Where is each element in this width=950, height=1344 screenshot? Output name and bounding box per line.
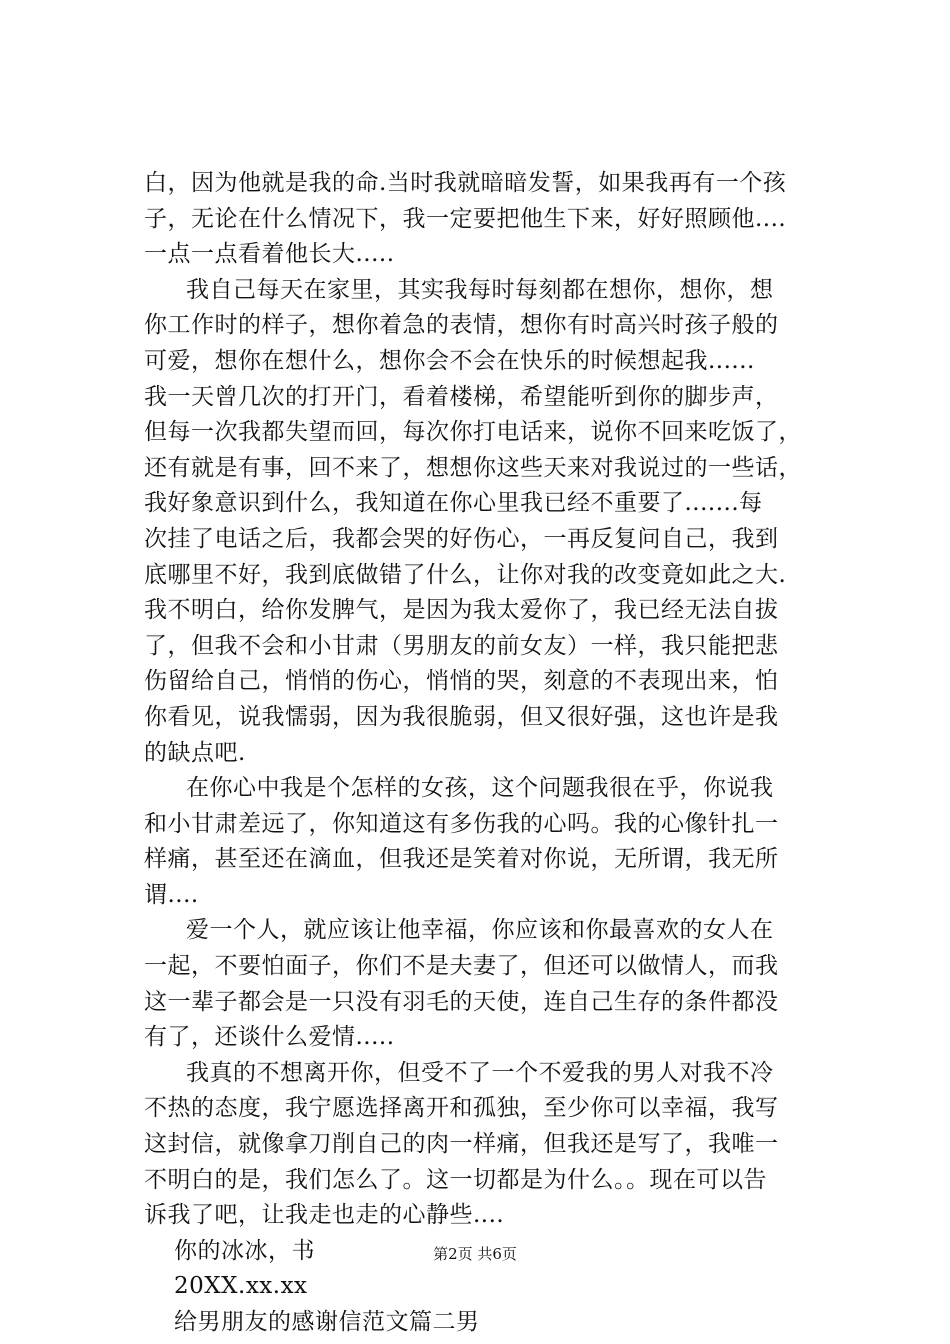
text-line: 和小甘肃差远了，你知道这有多伤我的心吗。我的心像针扎一 [144,810,779,837]
text-line: 底哪里不好，我到底做错了什么，让你对我的改变竟如此之大. [144,561,787,588]
text-line: 了，但我不会和小甘肃（男朋友的前女友）一样，我只能把悲 [144,632,779,659]
text-line: 白，因为他就是我的命.当时我就暗暗发誓，如果我再有一个孩 [144,170,787,196]
text-line: 不明白的是，我们怎么了。这一切都是为什么。。现在可以告 [144,1166,767,1193]
text-line: 有了，还谈什么爱情..... [144,1024,395,1051]
text-line: 伤留给自己，悄悄的伤心，悄悄的哭，刻意的不表现出来，怕 [144,668,779,695]
text-line: 我一天曾几次的打开门，看着楼梯，希望能听到你的脚步声， [144,383,779,410]
text-line: 诉我了吧，让我走也走的心静些.... [144,1202,505,1229]
text-line: 的缺点吧. [144,739,246,766]
date-line: 20XX.xx.xx [174,1273,308,1300]
text-line: 子，无论在什么情况下，我一定要把他生下来，好好照顾他.... [144,205,787,232]
text-line: 但每一次我都失望而回，每次你打电话来，说你不回来吃饭了， [144,419,802,446]
text-line: 这一辈子都会是一只没有羽毛的天使，连自己生存的条件都没 [144,988,779,1015]
text-line: 次挂了电话之后，我都会哭的好伤心，一再反复问自己，我到 [144,525,779,552]
text-line: 你看见，说我懦弱，因为我很脆弱，但又很好强，这也许是我 [144,703,779,730]
text-line: 谓.... [144,881,199,908]
paragraph-start-line: 我自己每天在家里，其实我每时每刻都在想你，想你，想 [186,276,774,303]
paragraph-start-line: 爱一个人，就应该让他幸福，你应该和你最喜欢的女人在 [186,917,774,944]
text-line: 我不明白，给你发脾气，是因为我太爱你了，我已经无法自拔 [144,597,779,624]
text-line: 我好象意识到什么，我知道在你心里我已经不重要了.......每 [144,490,763,517]
text-line: 这封信，就像拿刀削自己的肉一样痛，但我还是写了，我唯一 [144,1131,779,1158]
paragraph-start-line: 我真的不想离开你，但受不了一个不爱我的男人对我不冷 [186,1059,774,1086]
paragraph-start-line: 在你心中我是个怎样的女孩，这个问题我很在乎，你说我 [186,775,774,802]
text-line: 你工作时的样子，想你着急的表情，想你有时高兴时孩子般的 [144,312,779,339]
text-line: 不热的态度，我宁愿选择离开和孤独，至少你可以幸福，我写 [144,1095,779,1122]
text-line: 一起，不要怕面子，你们不是夫妻了，但还可以做情人，而我 [144,953,779,980]
section-heading-line: 给男朋友的感谢信范文篇二男 [174,1309,480,1335]
text-line: 可爱，想你在想什么，想你会不会在快乐的时候想起我...... [144,347,755,374]
signature-line: 你的冰冰，书 [174,1237,315,1264]
text-line: 还有就是有事，回不来了，想想你这些天来对我说过的一些话， [144,454,802,481]
letter-body [144,166,844,1341]
page-footer: 第2页 共6页 [433,1245,517,1263]
text-line: 一点一点看着他长大..... [144,241,395,268]
text-line: 样痛，甚至还在滴血，但我还是笑着对你说，无所谓，我无所 [144,846,779,873]
